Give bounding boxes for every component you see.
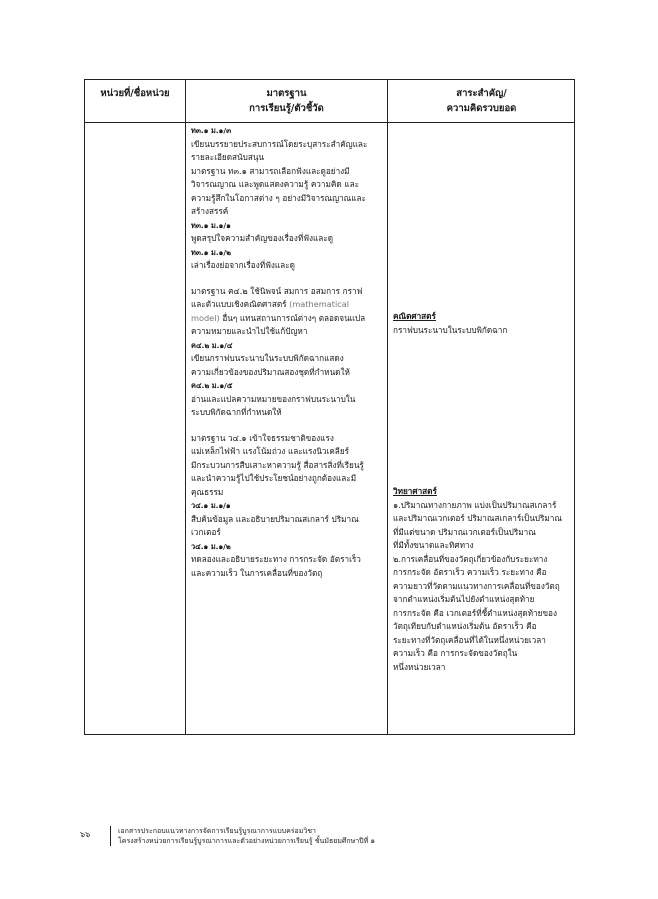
text-line: สร้างสรรค์ [191, 206, 229, 216]
text-line: และนำความรู้ไปใช้ประโยชน์อย่างถูกต้องและมี [191, 473, 357, 483]
text-line: มาตรฐาน ท๓.๑ สามารถเลือกฟังและดูอย่างมี [191, 165, 350, 176]
text-line: เขียนบรรยายประสบการณ์โดยระบุสาระสำคัญและ [191, 138, 368, 149]
header-concept-line2: ความคิดรวบยอด [446, 103, 517, 114]
header-standard [186, 86, 387, 116]
indicator-code: ท๓.๑ ม.๑/๒ [191, 247, 231, 257]
text-line: ความเร็ว คือ การกระจัดของวัตถุใน [393, 648, 518, 658]
concept-block-math [393, 310, 573, 337]
text-line: ๑.ปริมาณทางกายภาพ แบ่งเป็นปริมาณสเกลาร์ [393, 499, 557, 510]
indicator-code: ท๓.๑ ม.๑/๓ [191, 126, 232, 135]
text-line: ความเกี่ยวข้องของปริมาณสองชุดที่กำหนดให้ [191, 366, 350, 377]
text-line: และความเร็ว ในการเคลื่อนที่ของวัตถุ [191, 567, 323, 578]
text-line: ทดลองและอธิบายระยะทาง การกระจัด อัตราเร็ว [191, 554, 361, 564]
curriculum-table [84, 79, 575, 735]
text-line: และตัวแบบเชิงคณิตศาสตร์ [191, 299, 287, 309]
standard-block-math [191, 285, 385, 420]
text-line: วิจารณญาณ และพูดแสดงความรู้ ความคิด และ [191, 179, 359, 189]
text-line: การกระจัด คือ เวกเตอร์ที่ชี้ตำแหน่งสุดท้ายของ [393, 607, 557, 618]
text-line: กราฟบนระนาบในระบบพิกัดฉาก [393, 324, 508, 335]
text-line: มาตรฐาน ว๔.๑ เข้าใจธรรมชาติของแรง [191, 432, 334, 443]
text-line: เล่าเรื่องย่อจากเรื่องที่ฟังและดู [191, 260, 295, 270]
footer-line: เอกสารประกอบแนวทางการจัดการเรียนรู้บูรณาการแบบคร่อมวิชา [118, 827, 316, 835]
standard-block-thai [191, 124, 385, 273]
text-line: เวกเตอร์ [191, 527, 221, 537]
text-line: จากตำแหน่งเริ่มต้นไปยังตำแหน่งสุดท้าย [393, 594, 535, 604]
concept-block-science [393, 485, 573, 674]
footer-divider [110, 826, 111, 846]
text-line: พูดสรุปใจความสำคัญของเรื่องที่ฟังและดู [191, 233, 334, 243]
column-divider [185, 80, 186, 734]
text-line: มีกระบวนการสืบเสาะหาความรู้ สื่อสารสิ่งที่เรียนรู้ [191, 459, 364, 470]
footer-line: โครงสร้างหน่วยการเรียนรู้บูรณาการและตัวอย่างหน่วยการเรียนรู้ ชั้นมัธยมศึกษาปีที่ ๑ [118, 837, 375, 845]
subject-heading: คณิตศาสตร์ [393, 311, 436, 321]
text-line: แม่เหล็กไฟฟ้า แรงโน้มถ่วง และแรงนิวเคลียร์ [191, 446, 350, 456]
text-line: เขียนกราฟบนระนาบในระบบพิกัดฉากแสดง [191, 353, 344, 363]
header-concept-line1: สาระสำคัญ/ [456, 88, 507, 99]
indicator-code: ค๔.๒ ม.๑/๕ [191, 381, 233, 390]
text-line: และปริมาณเวกเตอร์ ปริมาณสเกลาร์เป็นปริมาณ [393, 513, 562, 523]
standard-block-science [191, 432, 385, 581]
text-line: ความรู้สึกในโอกาสต่าง ๆ อย่างมีวิจารณญาณและ [191, 192, 366, 203]
indicator-code: ว๔.๑ ม.๑/๑ [191, 501, 231, 510]
subject-heading: วิทยาศาสตร์ [393, 486, 437, 496]
text-line: สืบค้นข้อมูล และอธิบายปริมาณสเกลาร์ ปริมาณ [191, 513, 359, 524]
text-line: ที่มีทั้งขนาดและทิศทาง [393, 540, 474, 550]
text-line: คุณธรรม [191, 486, 224, 497]
text-line: หนึ่งหน่วยเวลา [393, 661, 446, 672]
header-unit [85, 86, 185, 101]
text-line: การกระจัด อัตราเร็ว ความเร็ว ระยะทาง คือ [393, 567, 547, 577]
header-standard-line1: มาตรฐาน [266, 88, 307, 99]
text-line: มาตรฐาน ค๔.๒ ใช้นิพจน์ สมการ อสมการ กราฟ [191, 285, 363, 296]
text-line: อ่านและแปลความหมายของกราฟบนระนาบใน [191, 393, 356, 404]
footer-text [118, 826, 375, 846]
text-line: ระบบพิกัดฉากที่กำหนดให้ [191, 407, 282, 417]
indicator-code: ท๓.๑ ม.๑/๑ [191, 220, 231, 230]
page-number: ๖๖ [80, 830, 91, 839]
standard-column-content [191, 124, 385, 580]
text-line: ๒.การเคลื่อนที่ของวัตถุเกี่ยวข้องกับระยะทาง [393, 553, 548, 564]
indicator-code: ว๔.๑ ม.๑/๒ [191, 541, 231, 551]
text-line: ที่มีแต่ขนาด ปริมาณเวกเตอร์เป็นปริมาณ [393, 526, 536, 537]
text-line: ความยาวที่วัดตามแนวทางการเคลื่อนที่ของวัตถุ [393, 580, 560, 591]
text-line: วัตถุเทียบกับตำแหน่งเริ่มต้น อัตราเร็ว คือ [393, 621, 537, 631]
header-concept [388, 86, 575, 116]
text-line: อื่นๆ แทนสถานการณ์ต่างๆ ตลอดจนแปล [222, 312, 366, 323]
header-unit-label: หน่วยที่/ชื่อหน่วย [100, 88, 170, 99]
indicator-code: ค๔.๒ ม.๑/๔ [191, 340, 233, 350]
text-line: ความหมายและนำไปใช้แก้ปัญหา [191, 326, 308, 336]
english-term: (mathematical [289, 299, 350, 309]
text-line: รายละเอียดสนับสนุน [191, 152, 265, 162]
header-standard-line2: การเรียนรู้/ตัวชี้วัด [249, 103, 324, 114]
column-divider [387, 80, 388, 734]
text-line: ระยะทางที่วัตถุเคลื่อนที่ได้ในหนึ่งหน่วยเวลา [393, 634, 546, 645]
header-divider [85, 122, 574, 123]
english-term: model) [191, 312, 220, 323]
